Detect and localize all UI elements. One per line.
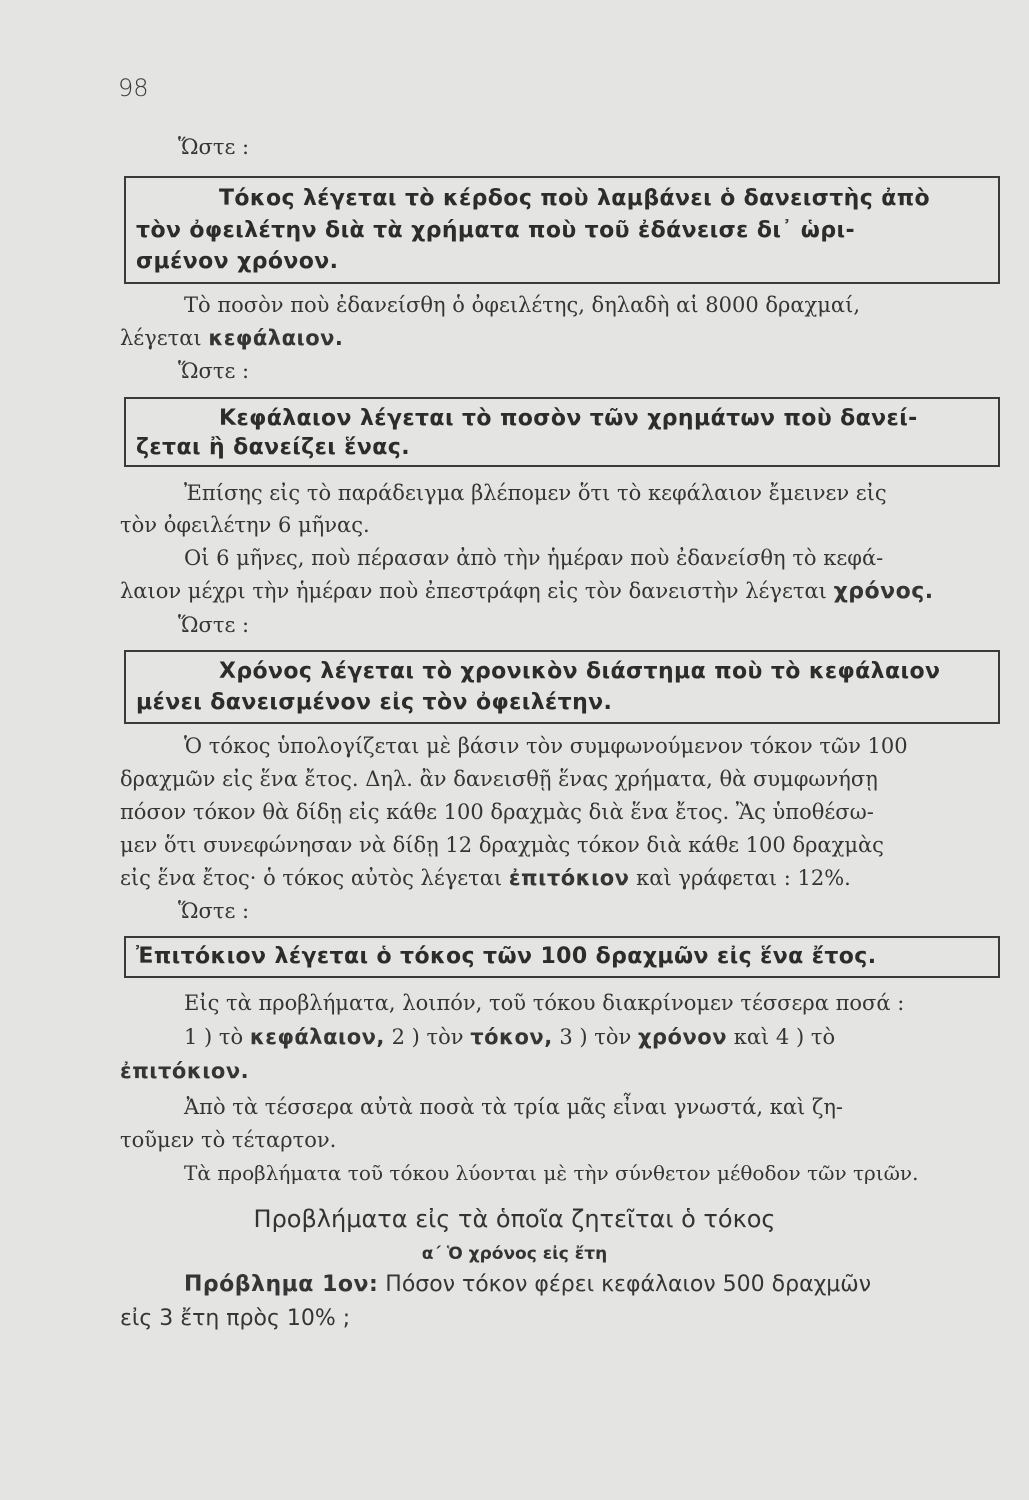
term-time: χρόνον [637, 1025, 728, 1049]
p1-line2 [120, 323, 343, 353]
oste-label: Ὥστε : [178, 899, 250, 923]
oste-label: Ὥστε : [178, 359, 250, 383]
p1-line1: Τὸ ποσὸν ποὺ ἐδανείσθη ὁ ὀφειλέτης, δηλαδὴ αἱ 8000 δραχμαί, [184, 293, 861, 317]
problem-line1 [184, 1268, 871, 1302]
box3-line1: Χρόνος λέγεται τὸ χρονικὸν διάστημα ποὺ τὸ κεφάλαιον [219, 659, 941, 684]
p3-line3: πόσον τόκον θὰ δίδῃ εἰς κάθε 100 δραχμὰς διὰ ἕνα ἔτος. Ἂς ὑποθέσω- [120, 800, 874, 824]
problem-line2: εἰς 3 ἔτη πρὸς 10% ; [120, 1306, 351, 1331]
oste-label: Ὥστε : [178, 135, 250, 159]
box1-line2: τὸν ὀφειλέτην διὰ τὰ χρήματα ποὺ τοῦ ἐδάνεισε δι᾽ ὡρι- [136, 218, 855, 243]
term-interest: τόκον, [470, 1025, 553, 1049]
p2-line2: τὸν ὀφειλέτην 6 μῆνας. [120, 513, 370, 537]
p4-text-e: 3 ) τὸν [552, 1025, 638, 1049]
term-time: χρόνος. [833, 579, 934, 604]
section-subheading: α΄ Ὁ χρόνος εἰς ἔτη [421, 1244, 608, 1264]
box2-line1: Κεφάλαιον λέγεται τὸ ποσὸν τῶν χρημάτων ποὺ δανεί- [219, 406, 918, 431]
p4-line2 [184, 1022, 835, 1052]
p5-line2: τοῦμεν τὸ τέταρτον. [120, 1128, 337, 1152]
p4-text-c: 2 ) τὸν [384, 1025, 471, 1049]
p4-line1: Εἰς τὰ προβλήματα, λοιπόν, τοῦ τόκου διακρίνομεν τέσσερα ποσά : [184, 991, 905, 1015]
oste-label: Ὥστε : [178, 613, 250, 637]
term-interest-rate: ἐπιτόκιον. [120, 1059, 250, 1083]
p3-text-end: καὶ γράφεται : 12%. [629, 866, 851, 890]
p5-line1: Ἀπὸ τὰ τέσσερα αὐτὰ ποσὰ τὰ τρία μᾶς εἶναι γνωστά, καὶ ζη- [184, 1095, 844, 1119]
section-heading: Προβλήματα εἰς τὰ ὁποῖα ζητεῖται ὁ τόκος [253, 1205, 776, 1233]
box3-line2: μένει δανεισμένον εἰς τὸν ὀφειλέτην. [136, 690, 613, 715]
p3-line5 [120, 863, 851, 893]
p4-line3 [120, 1056, 249, 1086]
p2-line4 [120, 576, 934, 607]
definition-box-interest-rate [124, 936, 1000, 978]
p3-text: εἰς ἕνα ἔτος· ὁ τόκος αὐτὸς λέγεται [120, 866, 509, 890]
box1-line1: Τόκος λέγεται τὸ κέρδος ποὺ λαμβάνει ὁ δανειστὴς ἀπὸ [219, 186, 931, 211]
definition-box-capital [124, 397, 1000, 467]
p3-line1: Ὁ τόκος ὑπολογίζεται μὲ βάσιν τὸν συμφωνούμενον τόκον τῶν 100 [184, 734, 908, 758]
p4-text-g: καὶ 4 ) τὸ [727, 1025, 836, 1049]
p2-text: λαιον μέχρι τὴν ἡμέραν ποὺ ἐπεστράφη εἰς τὸν δανειστὴν λέγεται [120, 579, 834, 603]
p3-line2: δραχμῶν εἰς ἕνα ἔτος. Δηλ. ἂν δανεισθῇ ἕνας χρήματα, θὰ συμφωνήσῃ [120, 767, 878, 791]
box4-line1: Ἐπιτόκιον λέγεται ὁ τόκος τῶν 100 δραχμῶν εἰς ἕνα ἔτος. [136, 944, 877, 969]
p1-text: λέγεται [120, 326, 209, 350]
definition-box-interest [124, 176, 1000, 284]
problem-text: Πόσον τόκον φέρει κεφάλαιον 500 δραχμῶν [385, 1272, 871, 1297]
problem-label: Πρόβλημα 1ον: [184, 1272, 379, 1297]
p2-line1: Ἐπίσης εἰς τὸ παράδειγμα βλέπομεν ὅτι τὸ κεφάλαιον ἔμεινεν εἰς [184, 481, 887, 505]
term-capital: κεφάλαιον, [249, 1025, 385, 1049]
p5-line3: Τὰ προβλήματα τοῦ τόκου λύονται μὲ τὴν σύνθετον μέθοδον τῶν τριῶν. [184, 1161, 919, 1185]
p3-line4: μεν ὅτι συνεφώνησαν νὰ δίδῃ 12 δραχμὰς τόκον διὰ κάθε 100 δραχμὰς [120, 833, 884, 857]
definition-box-time [124, 650, 1000, 724]
term-capital: κεφάλαιον. [208, 326, 344, 350]
term-interest-rate: ἐπιτόκιον [508, 866, 630, 890]
box1-line3: σμένον χρόνον. [136, 249, 339, 274]
p4-text-a: 1 ) τὸ [184, 1025, 250, 1049]
page-number: 98 [118, 74, 149, 102]
box2-line2: ζεται ἢ δανείζει ἕνας. [136, 435, 411, 460]
p2-line3: Οἱ 6 μῆνες, ποὺ πέρασαν ἀπὸ τὴν ἡμέραν ποὺ ἐδανείσθη τὸ κεφά- [184, 546, 884, 570]
